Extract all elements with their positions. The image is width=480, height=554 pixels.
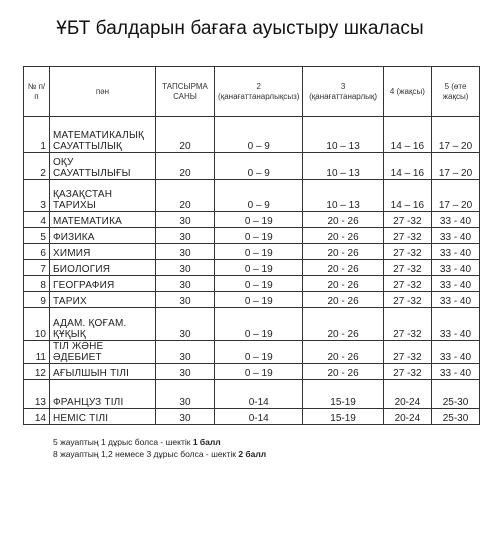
cell-grade-4: 27 -32 bbox=[383, 228, 431, 244]
cell-grade-2: 0 – 9 bbox=[215, 180, 303, 212]
cell-grade-4: 27 -32 bbox=[383, 341, 431, 364]
cell-grade-2: 0 – 19 bbox=[215, 308, 303, 341]
cell-tasks: 30 bbox=[155, 260, 214, 276]
header-num: № п/п bbox=[24, 67, 50, 117]
table-row bbox=[24, 260, 480, 276]
header-tasks: ТАПСЫРМА САНЫ bbox=[155, 67, 214, 117]
cell-grade-3: 20 - 26 bbox=[303, 244, 383, 260]
cell-subject: АҒЫЛШЫН ТІЛІ bbox=[49, 364, 155, 380]
cell-grade-5: 33 - 40 bbox=[432, 244, 480, 260]
cell-grade-4: 20-24 bbox=[383, 380, 431, 409]
cell-num: 8 bbox=[24, 276, 50, 292]
table-row bbox=[24, 180, 480, 212]
cell-grade-2: 0 – 19 bbox=[215, 260, 303, 276]
cell-tasks: 30 bbox=[155, 212, 214, 228]
cell-grade-5: 17 – 20 bbox=[432, 180, 480, 212]
cell-grade-5: 33 - 40 bbox=[432, 212, 480, 228]
cell-num: 10 bbox=[24, 308, 50, 341]
cell-subject: ТІЛ ЖӘНЕ ӘДЕБИЕТ bbox=[49, 341, 155, 364]
table-row bbox=[24, 117, 480, 153]
cell-num: 3 bbox=[24, 180, 50, 212]
cell-num: 11 bbox=[24, 341, 50, 364]
cell-grade-3: 20 - 26 bbox=[303, 292, 383, 308]
header-grade-2: 2 (қанағаттанарлықсыз) bbox=[215, 67, 303, 117]
cell-subject: ФРАНЦУЗ ТІЛІ bbox=[49, 380, 155, 409]
cell-tasks: 30 bbox=[155, 308, 214, 341]
table-row bbox=[24, 364, 480, 380]
cell-grade-2: 0 – 19 bbox=[215, 276, 303, 292]
table-row bbox=[24, 276, 480, 292]
table-row bbox=[24, 228, 480, 244]
cell-tasks: 30 bbox=[155, 409, 214, 425]
cell-tasks: 30 bbox=[155, 228, 214, 244]
cell-grade-3: 20 - 26 bbox=[303, 308, 383, 341]
cell-grade-5: 17 – 20 bbox=[432, 117, 480, 153]
cell-grade-3: 15-19 bbox=[303, 409, 383, 425]
table-row bbox=[24, 380, 480, 409]
footnote bbox=[53, 448, 266, 460]
cell-grade-3: 20 - 26 bbox=[303, 276, 383, 292]
cell-num: 1 bbox=[24, 117, 50, 153]
cell-grade-4: 14 – 16 bbox=[383, 180, 431, 212]
cell-num: 5 bbox=[24, 228, 50, 244]
cell-grade-2: 0-14 bbox=[215, 380, 303, 409]
table-row bbox=[24, 341, 480, 364]
cell-grade-3: 10 – 13 bbox=[303, 153, 383, 180]
cell-grade-5: 33 - 40 bbox=[432, 308, 480, 341]
footnote-text: 5 жауаптың 1 дұрыс болса - шектік bbox=[53, 437, 193, 447]
cell-grade-3: 20 - 26 bbox=[303, 364, 383, 380]
cell-tasks: 30 bbox=[155, 341, 214, 364]
table-row bbox=[24, 292, 480, 308]
table-body bbox=[24, 117, 480, 425]
cell-subject: ФИЗИКА bbox=[49, 228, 155, 244]
cell-subject: МАТЕМАТИКАЛЫҚ САУАТТЫЛЫҚ bbox=[49, 117, 155, 153]
cell-grade-2: 0 – 19 bbox=[215, 244, 303, 260]
cell-grade-3: 20 - 26 bbox=[303, 260, 383, 276]
cell-grade-4: 14 – 16 bbox=[383, 153, 431, 180]
cell-grade-3: 15-19 bbox=[303, 380, 383, 409]
cell-grade-2: 0 – 9 bbox=[215, 153, 303, 180]
cell-grade-2: 0 – 9 bbox=[215, 117, 303, 153]
cell-grade-4: 20-24 bbox=[383, 409, 431, 425]
footnote-text: 8 жауаптың 1,2 немесе 3 дұрыс болса - шектік bbox=[53, 449, 239, 459]
cell-num: 4 bbox=[24, 212, 50, 228]
cell-grade-4: 27 -32 bbox=[383, 212, 431, 228]
cell-num: 14 bbox=[24, 409, 50, 425]
table-row bbox=[24, 409, 480, 425]
cell-subject: ТАРИХ bbox=[49, 292, 155, 308]
cell-tasks: 20 bbox=[155, 117, 214, 153]
cell-grade-5: 33 - 40 bbox=[432, 292, 480, 308]
footnote-points: 2 балл bbox=[238, 449, 267, 459]
cell-subject: ГЕОГРАФИЯ bbox=[49, 276, 155, 292]
cell-num: 12 bbox=[24, 364, 50, 380]
cell-grade-4: 27 -32 bbox=[383, 244, 431, 260]
page-title: ҰБТ балдарын бағаға ауыстыру шкаласы bbox=[56, 18, 424, 39]
cell-grade-5: 33 - 40 bbox=[432, 260, 480, 276]
cell-grade-3: 10 – 13 bbox=[303, 117, 383, 153]
cell-grade-2: 0 – 19 bbox=[215, 212, 303, 228]
cell-tasks: 30 bbox=[155, 276, 214, 292]
cell-tasks: 30 bbox=[155, 244, 214, 260]
cell-num: 2 bbox=[24, 153, 50, 180]
cell-subject: НЕМІС ТІЛІ bbox=[49, 409, 155, 425]
grade-scale-table bbox=[23, 66, 480, 425]
header-row bbox=[24, 67, 480, 117]
cell-grade-4: 27 -32 bbox=[383, 292, 431, 308]
cell-subject: ХИМИЯ bbox=[49, 244, 155, 260]
cell-subject: МАТЕМАТИКА bbox=[49, 212, 155, 228]
cell-grade-2: 0 – 19 bbox=[215, 292, 303, 308]
header-grade-5: 5 (өте жақсы) bbox=[432, 67, 480, 117]
cell-grade-2: 0 – 19 bbox=[215, 364, 303, 380]
cell-grade-2: 0 – 19 bbox=[215, 228, 303, 244]
table-row bbox=[24, 153, 480, 180]
cell-subject: БИОЛОГИЯ bbox=[49, 260, 155, 276]
cell-grade-3: 20 - 26 bbox=[303, 212, 383, 228]
cell-subject: ОҚУ САУАТТЫЛЫҒЫ bbox=[49, 153, 155, 180]
cell-grade-3: 10 – 13 bbox=[303, 180, 383, 212]
cell-tasks: 20 bbox=[155, 153, 214, 180]
cell-num: 6 bbox=[24, 244, 50, 260]
header-grade-3: 3 (қанағаттанарлық) bbox=[303, 67, 383, 117]
table-row bbox=[24, 244, 480, 260]
cell-grade-4: 14 – 16 bbox=[383, 117, 431, 153]
cell-grade-3: 20 - 26 bbox=[303, 341, 383, 364]
cell-grade-2: 0-14 bbox=[215, 409, 303, 425]
cell-grade-4: 27 -32 bbox=[383, 364, 431, 380]
cell-grade-5: 33 - 40 bbox=[432, 341, 480, 364]
cell-grade-5: 25-30 bbox=[432, 409, 480, 425]
cell-num: 9 bbox=[24, 292, 50, 308]
cell-num: 7 bbox=[24, 260, 50, 276]
cell-grade-4: 27 -32 bbox=[383, 260, 431, 276]
cell-tasks: 20 bbox=[155, 180, 214, 212]
cell-num: 13 bbox=[24, 380, 50, 409]
header-subject: пән bbox=[49, 67, 155, 117]
cell-grade-5: 25-30 bbox=[432, 380, 480, 409]
cell-grade-2: 0 – 19 bbox=[215, 341, 303, 364]
footnotes bbox=[53, 436, 266, 460]
cell-tasks: 30 bbox=[155, 380, 214, 409]
cell-grade-5: 33 - 40 bbox=[432, 276, 480, 292]
footnote-points: 1 балл bbox=[192, 437, 221, 447]
cell-grade-5: 33 - 40 bbox=[432, 228, 480, 244]
footnote bbox=[53, 436, 266, 448]
table-row bbox=[24, 212, 480, 228]
cell-subject: АДАМ. ҚОҒАМ. ҚҰҚЫҚ bbox=[49, 308, 155, 341]
cell-grade-4: 27 -32 bbox=[383, 308, 431, 341]
cell-tasks: 30 bbox=[155, 364, 214, 380]
header-grade-4: 4 (жақсы) bbox=[383, 67, 431, 117]
cell-grade-3: 20 - 26 bbox=[303, 228, 383, 244]
cell-grade-5: 17 – 20 bbox=[432, 153, 480, 180]
cell-grade-5: 33 - 40 bbox=[432, 364, 480, 380]
table-row bbox=[24, 308, 480, 341]
cell-tasks: 30 bbox=[155, 292, 214, 308]
cell-grade-4: 27 -32 bbox=[383, 276, 431, 292]
cell-subject: ҚАЗАҚСТАН ТАРИХЫ bbox=[49, 180, 155, 212]
